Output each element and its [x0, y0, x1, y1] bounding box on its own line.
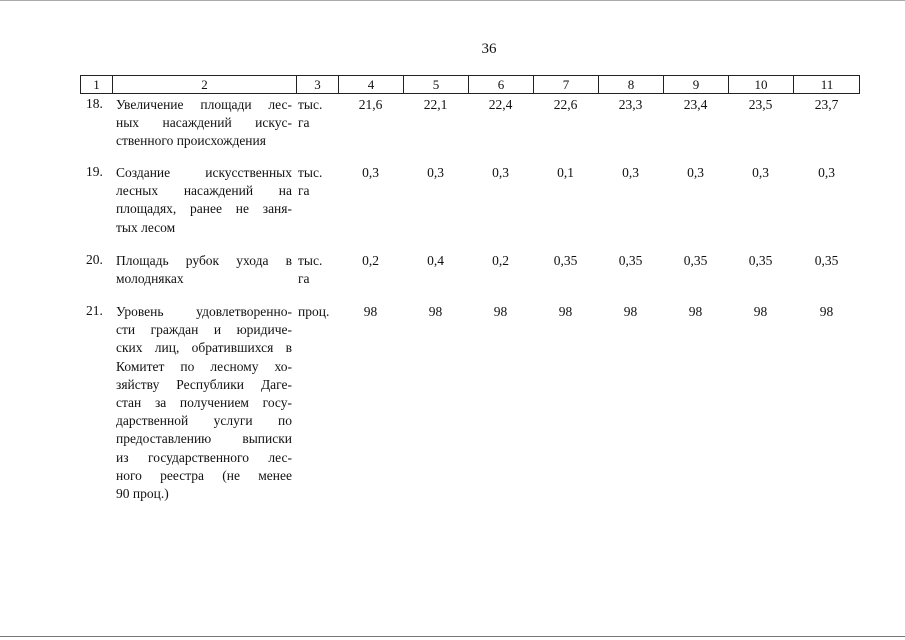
value-cell: 23,3: [618, 97, 643, 112]
header-cell: 10: [728, 76, 793, 93]
description-line: ных насаждений искус-: [116, 115, 292, 131]
unit-line: га: [298, 183, 310, 199]
header-cell: 9: [663, 76, 728, 93]
header-cell: 6: [468, 76, 533, 93]
header-right-border: [859, 76, 860, 93]
unit-line: га: [298, 271, 310, 287]
value-cell: 0,2: [492, 253, 509, 268]
description-line: тых лесом: [116, 219, 176, 235]
indicator-description: [116, 303, 292, 503]
value-cell: 0,35: [683, 253, 708, 268]
indicator-description: [116, 96, 292, 151]
header-cell: 1: [80, 76, 112, 93]
value-cell: 98: [819, 304, 834, 319]
unit-line: га: [298, 115, 310, 131]
value-cell: 0,3: [622, 165, 639, 180]
description-line: Комитет по лесному хо-: [116, 358, 292, 374]
page-bottom-edge: [0, 636, 905, 637]
description-line: дарственной услуги по: [116, 413, 292, 429]
description-line: стан за получением госу-: [116, 395, 292, 411]
header-cell: 2: [112, 76, 296, 93]
value-cell: 0,2: [362, 253, 379, 268]
value-cell: 0,35: [814, 253, 839, 268]
unit-of-measure: [298, 252, 340, 288]
description-line: площадях, ранее не заня-: [116, 201, 292, 217]
indicator-description: [116, 164, 292, 237]
row-number: 20.: [86, 252, 103, 267]
value-cell: 0,35: [553, 253, 578, 268]
value-cell: 0,3: [492, 165, 509, 180]
value-cell: 0,1: [557, 165, 574, 180]
description-line: ских лиц, обратившихся в: [116, 340, 292, 356]
value-cell: 21,6: [358, 97, 383, 112]
description-line: из государственного лес-: [116, 449, 292, 465]
indicator-description: [116, 252, 292, 288]
value-cell: 23,7: [814, 97, 839, 112]
header-cell: 4: [338, 76, 403, 93]
value-cell: 98: [428, 304, 443, 319]
value-cell: 0,3: [362, 165, 379, 180]
unit-of-measure: [298, 303, 340, 321]
value-cell: 98: [688, 304, 703, 319]
row-number: 19.: [86, 164, 103, 179]
header-cell: 3: [296, 76, 338, 93]
value-cell: 98: [753, 304, 768, 319]
description-line: лесных насаждений на: [116, 183, 292, 199]
unit-line: тыс.: [298, 165, 323, 180]
value-cell: 98: [493, 304, 508, 319]
unit-line: тыс.: [298, 253, 323, 268]
unit-of-measure: [298, 96, 340, 132]
value-cell: 98: [558, 304, 573, 319]
page-number: 36: [481, 41, 497, 57]
value-cell: 0,35: [618, 253, 643, 268]
description-line: ственного происхождения: [116, 133, 266, 149]
description-line: ного реестра (не менее: [116, 467, 292, 483]
value-cell: 23,4: [683, 97, 708, 112]
page-top-edge: [0, 0, 905, 1]
header-cell: 11: [793, 76, 860, 93]
unit-line: тыс.: [298, 97, 323, 112]
description-line: Площадь рубок ухода в: [116, 253, 292, 268]
value-cell: 0,3: [687, 165, 704, 180]
description-line: сти граждан и юридиче-: [116, 322, 292, 338]
row-number: 21.: [86, 303, 103, 318]
description-line: зяйству Республики Даге-: [116, 376, 292, 392]
header-cell: 5: [403, 76, 468, 93]
unit-of-measure: [298, 164, 340, 200]
value-cell: 0,35: [748, 253, 773, 268]
header-cell: 8: [598, 76, 663, 93]
value-cell: 98: [623, 304, 638, 319]
description-line: Создание искусственных: [116, 165, 292, 180]
description-line: Уровень удовлетворенно-: [116, 304, 292, 319]
description-line: предоставлению выписки: [116, 431, 292, 447]
value-cell: 0,3: [818, 165, 835, 180]
unit-line: проц.: [298, 304, 330, 319]
value-cell: 23,5: [748, 97, 773, 112]
description-line: молодняках: [116, 271, 184, 287]
value-cell: 22,6: [553, 97, 578, 112]
table-header-row: [80, 75, 860, 94]
row-number: 18.: [86, 96, 103, 111]
value-cell: 22,4: [488, 97, 513, 112]
value-cell: 98: [363, 304, 378, 319]
value-cell: 0,3: [427, 165, 444, 180]
value-cell: 22,1: [423, 97, 448, 112]
description-line: Увеличение площади лес-: [116, 97, 292, 112]
value-cell: 0,4: [427, 253, 444, 268]
header-cell: 7: [533, 76, 598, 93]
value-cell: 0,3: [752, 165, 769, 180]
description-line: 90 проц.): [116, 486, 169, 502]
